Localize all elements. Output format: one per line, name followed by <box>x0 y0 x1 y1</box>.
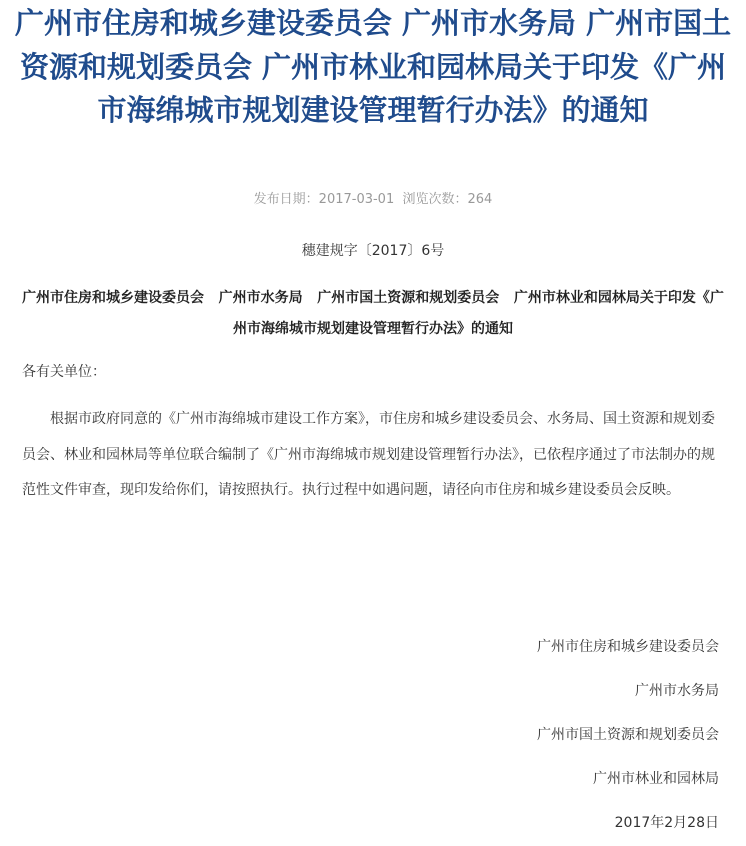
document-number: 穗建规字〔2017〕6号 <box>301 243 445 259</box>
publish-date: 2017-03-01 <box>318 192 395 207</box>
document-subtitle: 广州市住房和城乡建设委员会 广州市水务局 广州市国土资源和规划委员会 广州市林业和园林局关于印发《广州市海绵城市规划建设管理暂行办法》的通知 <box>22 290 724 337</box>
signature-org-housing: 广州市住房和城乡建设委员会 <box>537 639 719 655</box>
article-title: 广州市住房和城乡建设委员会 广州市水务局 广州市国土资源和规划委员会 广州市林业和园林局关于印发《广州市海绵城市规划建设管理暂行办法》的通知 <box>14 6 732 127</box>
article-meta <box>0 191 746 209</box>
publish-date-label: 发布日期： <box>253 192 319 207</box>
body-paragraph: 根据市政府同意的《广州市海绵城市建设工作方案》，市住房和城乡建设委员会、水务局、国土资源和规划委员会、林业和园林局等单位联合编制了《广州市海绵城市规划建设管理暂行办法》，已依程序通过了市法制办的规范性文件审查，现印发给你们，请按照执行。执行过程中如遇问题，请径向市住房和城乡建设委员会反映。 <box>22 411 715 498</box>
signature-org-water: 广州市水务局 <box>635 683 719 699</box>
signature-block <box>537 636 719 834</box>
view-count-label: 浏览次数： <box>402 192 468 207</box>
signature-org-forestry: 广州市林业和园林局 <box>593 771 719 787</box>
salutation: 各有关单位： <box>22 364 106 380</box>
signature-date: 2017年2月28日 <box>614 815 719 831</box>
view-count: 264 <box>467 192 493 207</box>
signature-org-land: 广州市国土资源和规划委员会 <box>537 727 719 743</box>
